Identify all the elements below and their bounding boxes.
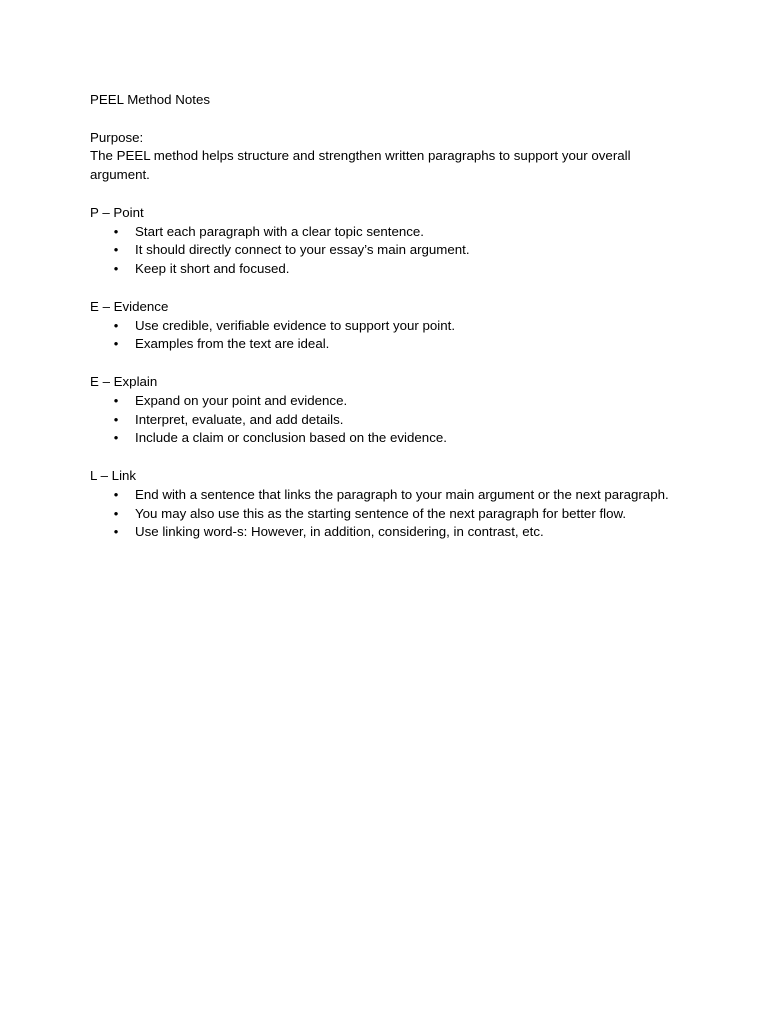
bullet-icon: • (113, 261, 119, 277)
spacer (90, 110, 680, 129)
list-item-text: Start each paragraph with a clear topic sentence. (135, 223, 425, 239)
bullet-list (90, 486, 680, 542)
list-item (90, 505, 680, 524)
spacer (90, 279, 680, 298)
section-heading: L – Link (90, 467, 137, 483)
bullet-icon: • (113, 430, 119, 446)
document-title: PEEL Method Notes (90, 92, 210, 107)
bullet-list (90, 392, 680, 448)
spacer (90, 448, 680, 467)
list-item-text: It should directly connect to your essay’s main argument. (135, 242, 470, 258)
bullet-icon: • (113, 392, 119, 408)
bullet-icon: • (113, 223, 119, 239)
bullet-icon: • (113, 524, 119, 540)
bullet-list (90, 317, 680, 355)
list-item (90, 523, 680, 542)
list-item-text: Examples from the text are ideal. (135, 336, 330, 352)
list-item (90, 486, 680, 505)
purpose-heading: Purpose: (90, 129, 144, 145)
section-heading: P – Point (90, 204, 144, 220)
bullet-icon: • (113, 505, 119, 521)
list-item-text: Use credible, verifiable evidence to support your point. (135, 317, 456, 333)
section-l-link (90, 467, 680, 542)
section-e-explain (90, 373, 680, 448)
document-page (90, 91, 680, 542)
list-item-text: Expand on your point and evidence. (135, 392, 348, 408)
section-e-evidence (90, 298, 680, 354)
list-item (90, 241, 680, 260)
section-p-point (90, 204, 680, 279)
bullet-icon: • (113, 317, 119, 333)
list-item (90, 317, 680, 336)
list-item (90, 223, 680, 242)
spacer (90, 354, 680, 373)
spacer (90, 185, 680, 204)
bullet-icon: • (113, 486, 119, 502)
section-heading: E – Explain (90, 373, 158, 389)
list-item-text: Interpret, evaluate, and add details. (135, 411, 344, 427)
bullet-list (90, 223, 680, 279)
section-heading: E – Evidence (90, 298, 169, 314)
list-item-text: You may also use this as the starting sentence of the next paragraph for better flow. (135, 505, 627, 521)
bullet-icon: • (113, 411, 119, 427)
bullet-icon: • (113, 242, 119, 258)
sections-container (90, 185, 680, 542)
bullet-icon: • (113, 336, 119, 352)
list-item (90, 429, 680, 448)
purpose-text: The PEEL method helps structure and strengthen written paragraphs to support your overall argument. (90, 148, 635, 183)
list-item (90, 392, 680, 411)
list-item-text: Keep it short and focused. (135, 261, 290, 277)
list-item (90, 411, 680, 430)
list-item-text: Use linking word-s: However, in addition, considering, in contrast, etc. (135, 524, 544, 540)
list-item-text: Include a claim or conclusion based on the evidence. (135, 430, 447, 446)
list-item (90, 335, 680, 354)
list-item-text: End with a sentence that links the paragraph to your main argument or the next paragraph. (135, 486, 669, 502)
list-item (90, 260, 680, 279)
